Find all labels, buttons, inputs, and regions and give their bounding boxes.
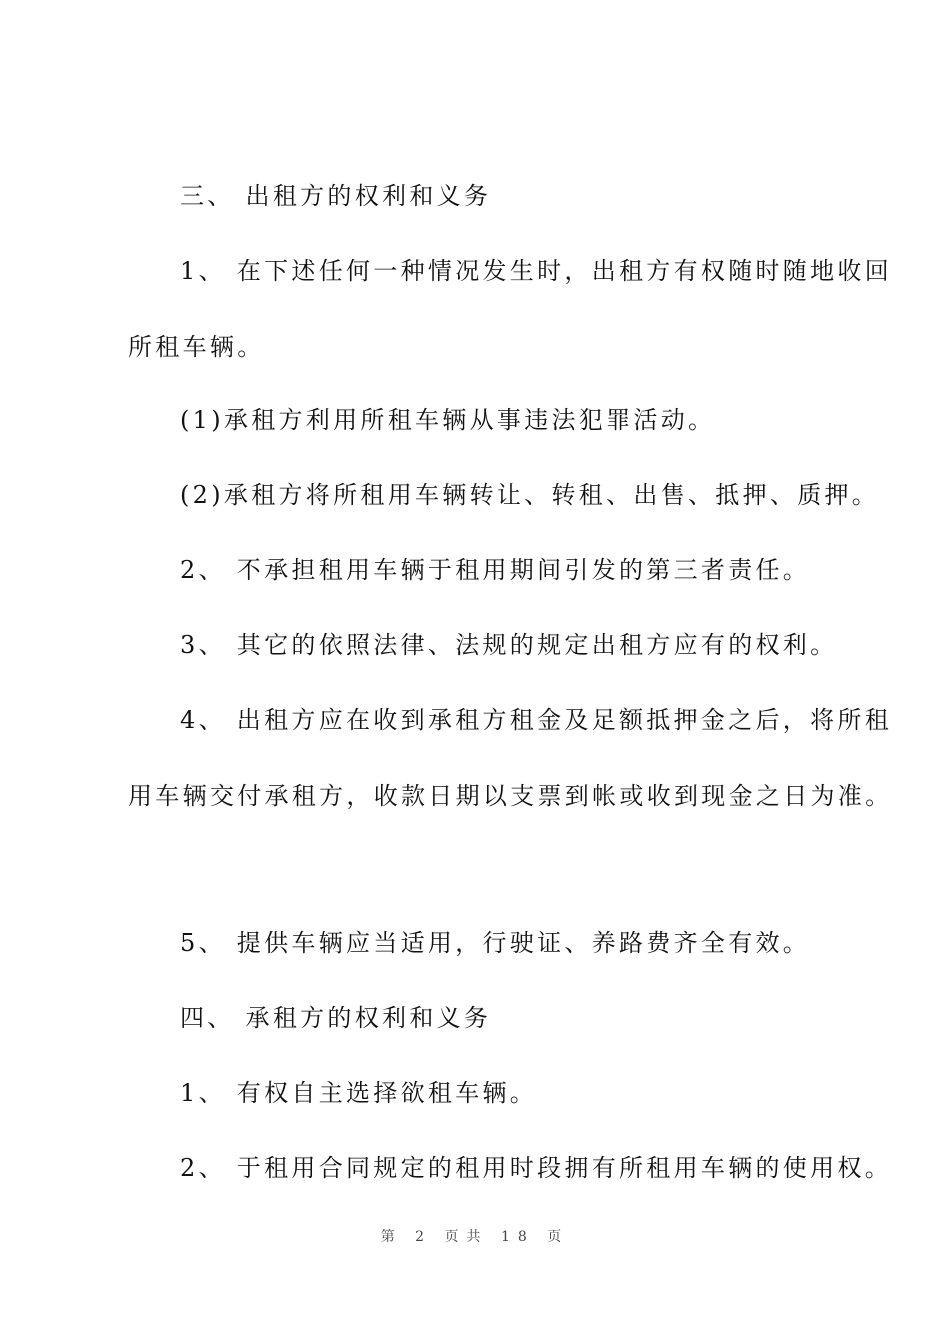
paragraph-line: 4、 出租方应在收到承租方租金及足额抵押金之后，将所租 [180,706,892,734]
paragraph-line: (2)承租方将所租用车辆转让、转租、出售、抵押、质押。 [180,481,880,509]
paragraph-line: 所租车辆。 [128,333,265,361]
section-heading-4: 四、 承租方的权利和义务 [180,1004,492,1032]
paragraph-line: 1、 在下述任何一种情况发生时，出租方有权随时随地收回 [180,257,892,285]
paragraph-line: 3、 其它的依照法律、法规的规定出租方应有的权利。 [180,631,838,659]
section-heading-3: 三、 出租方的权利和义务 [180,182,492,210]
paragraph-line: 2、 不承担租用车辆于租用期间引发的第三者责任。 [180,556,811,584]
paragraph-line: 用车辆交付承租方，收款日期以支票到帐或收到现金之日为准。 [128,782,893,810]
page-number-footer: 第 2 页共 18 页 [380,1229,570,1245]
paragraph-line: 1、 有权自主选择欲租车辆。 [180,1079,538,1107]
paragraph-line: 5、 提供车辆应当适用，行驶证、养路费齐全有效。 [180,929,811,957]
paragraph-line: 2、 于租用合同规定的租用时段拥有所租用车辆的使用权。 [180,1154,892,1182]
paragraph-line: (1)承租方利用所租车辆从事违法犯罪活动。 [180,406,716,434]
